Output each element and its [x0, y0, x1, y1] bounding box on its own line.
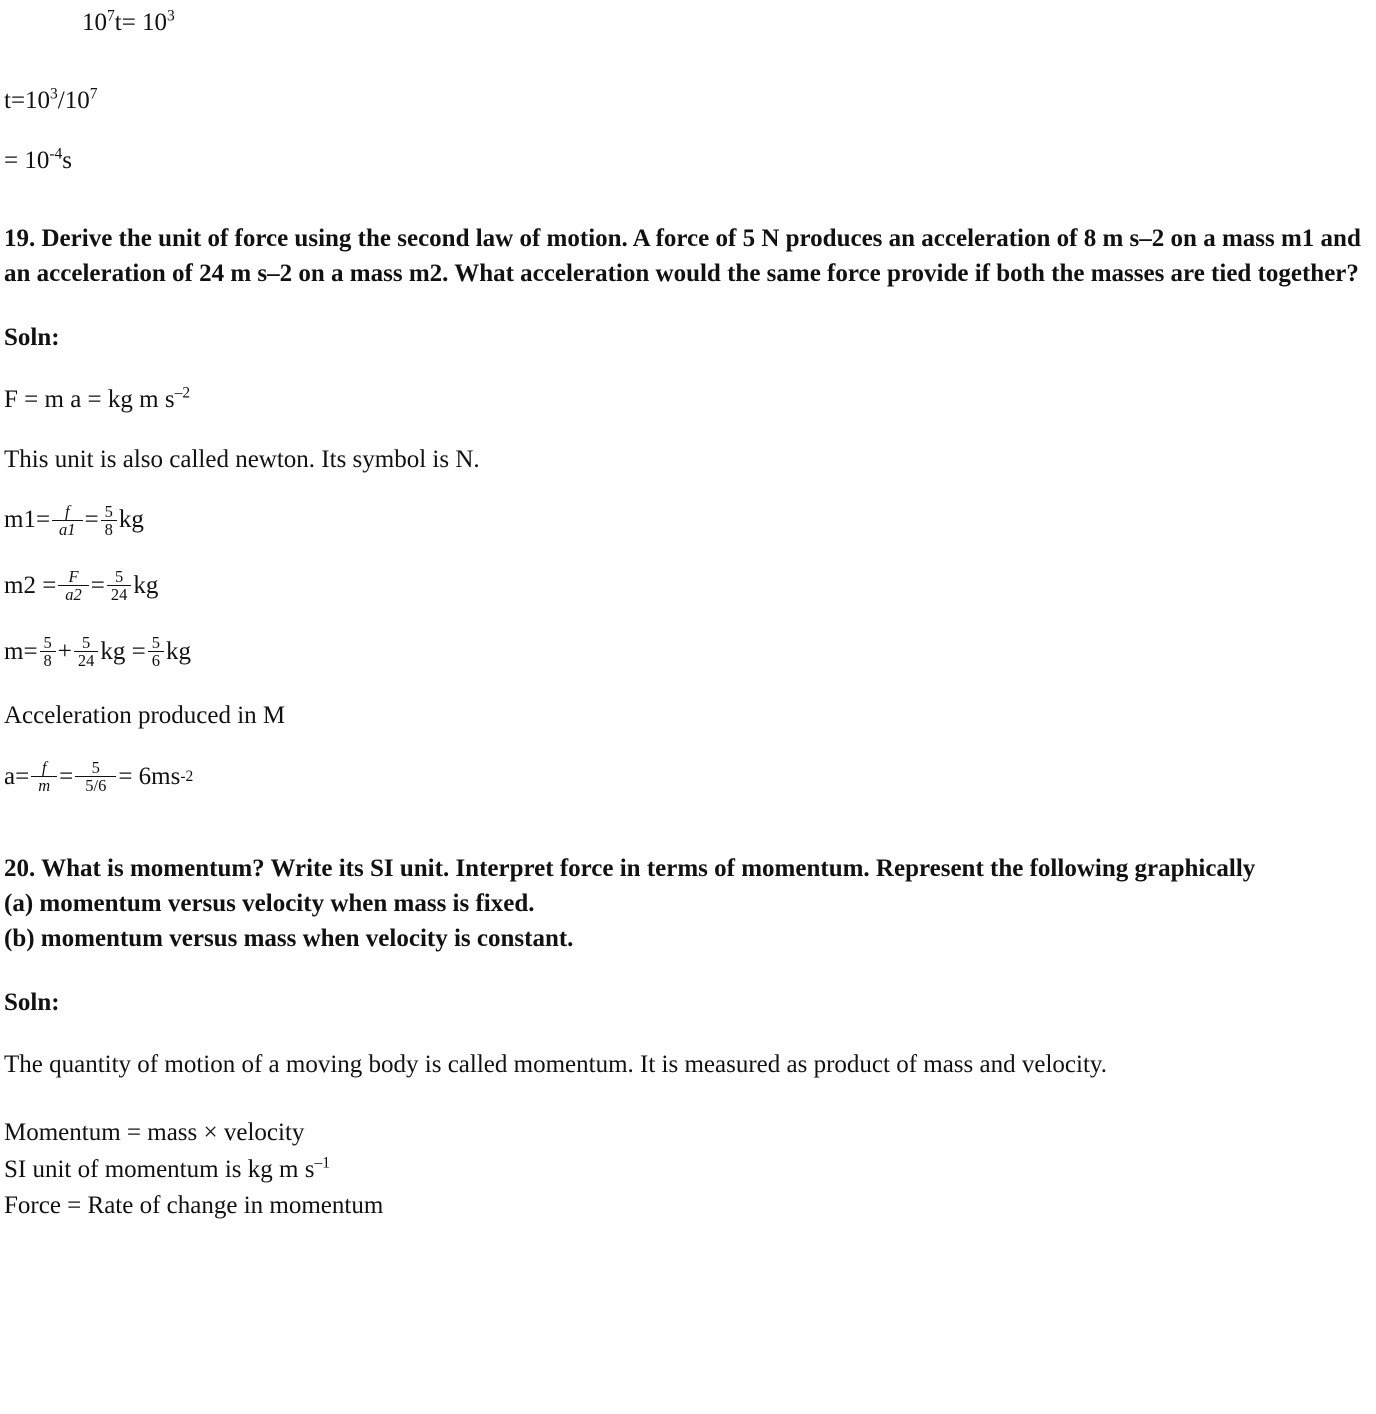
question-19-soln-label: Soln:	[4, 324, 60, 352]
equation-acceleration: a= $\frac{f}{m}$ = $\frac{5}{5/6}$ = 6ms -2	[4, 758, 194, 796]
momentum-definition: The quantity of motion of a moving body is called momentum. It is measured as product of mass and velocity.	[4, 1050, 1108, 1078]
m-total-den-1: 8	[40, 651, 56, 669]
force-unit-text: F = m a = kg m s	[4, 386, 175, 413]
force-rate-line	[4, 1188, 1372, 1224]
newton-statement: This unit is also called newton. Its symbol is N.	[4, 445, 480, 473]
question-20	[4, 851, 1372, 886]
si-unit-text: SI unit of momentum is kg m s	[4, 1155, 315, 1183]
equation-t-value	[4, 144, 1372, 178]
m-total-den-3: 6	[148, 651, 164, 669]
question-20-number: 20.	[4, 854, 36, 882]
document-page	[0, 6, 1376, 1224]
equation-m1	[4, 503, 1372, 539]
question-19-text: Derive the unit of force using the second law of motion. A force of 5 N produces an acceleration of 8 m s–2 on a mass m1 and an acceleration of 24 m s–2 on a mass m2. What acceleration would the same force provide if both the masses are tied together?	[4, 225, 1361, 288]
accel-equals: =	[59, 763, 74, 791]
m-total-unit-2: kg	[166, 637, 192, 665]
m1-result-denominator: 8	[101, 520, 117, 538]
m2-fraction-F-over-a2	[58, 568, 89, 604]
m1-fraction-5-over-8	[101, 503, 117, 539]
acceleration-label: Acceleration produced in M	[4, 702, 286, 730]
accel-den-1: m	[31, 776, 57, 794]
equation-m2	[4, 568, 1372, 604]
m-total-fraction-5-over-6	[148, 634, 164, 670]
accel-num-2: 5	[91, 758, 100, 778]
m-total-num-2: 5	[82, 632, 91, 652]
m1-result-numerator: 5	[104, 501, 113, 521]
m1-equals: =	[84, 506, 99, 534]
accel-result: = 6ms	[118, 763, 181, 791]
force-unit-equation	[4, 383, 1372, 417]
question-20-soln-label: Soln:	[4, 988, 60, 1016]
equation-text: $t=10^3/10^7$	[4, 85, 98, 114]
momentum-facts	[4, 1115, 1372, 1224]
m-total-plus: +	[57, 637, 72, 665]
m2-result-numerator: 5	[115, 567, 124, 587]
m1-lead: m1=	[4, 506, 51, 534]
equation-text: = $10^{-4}s$	[4, 145, 73, 174]
question-19-number: 19.	[4, 225, 36, 253]
m2-denominator: a2	[58, 585, 89, 603]
m-total-den-2: 24	[74, 651, 99, 669]
question-20-text: What is momentum? Write its SI unit. Interpret force in terms of momentum. Represent the following graphically	[41, 854, 1256, 882]
question-20-part-a: (a) momentum versus velocity when mass is fixed.	[4, 889, 535, 917]
equation-10-7-t	[4, 6, 1372, 40]
m2-numerator: F	[68, 567, 79, 587]
accel-lead: a=	[4, 763, 30, 791]
equation-t-ratio	[4, 84, 1372, 118]
m2-unit: kg	[133, 572, 159, 600]
accel-num-1: f	[41, 758, 47, 778]
force-rate-text: Force = Rate of change in momentum	[4, 1191, 384, 1219]
accel-fraction-5-over-5-6	[75, 759, 116, 795]
m1-numerator: f	[65, 501, 70, 521]
equation-m-total	[4, 634, 1372, 670]
m-total-fraction-5-over-24	[74, 634, 99, 670]
m2-fraction-5-over-24	[107, 568, 132, 604]
m1-denominator: a1	[52, 520, 83, 538]
m2-equals: =	[90, 572, 105, 600]
m2-lead: m2 =	[4, 572, 57, 600]
force-unit-exponent: –2	[174, 384, 191, 402]
m1-fraction-f-over-a1	[52, 503, 83, 539]
accel-fraction-f-over-m	[31, 759, 57, 795]
equation-text: $10^7t= 10^3$	[82, 7, 175, 36]
question-19	[4, 221, 1372, 291]
m-total-unit-1: kg =	[100, 637, 146, 665]
accel-den-2: 5/6	[75, 776, 116, 794]
m-total-fraction-5-over-8	[40, 634, 56, 670]
m2-result-denominator: 24	[107, 585, 132, 603]
m1-unit: kg	[118, 506, 144, 534]
m-total-num-1: 5	[43, 632, 52, 652]
m-total-num-3: 5	[151, 632, 161, 652]
m-total-lead: m=	[4, 637, 38, 665]
momentum-formula-line	[4, 1115, 1372, 1151]
question-20-part-b: (b) momentum versus mass when velocity is constant.	[4, 924, 574, 952]
momentum-formula-text: Momentum = mass × velocity	[4, 1119, 305, 1147]
si-unit-line	[4, 1152, 1372, 1188]
si-unit-exponent: –1	[314, 1154, 330, 1172]
